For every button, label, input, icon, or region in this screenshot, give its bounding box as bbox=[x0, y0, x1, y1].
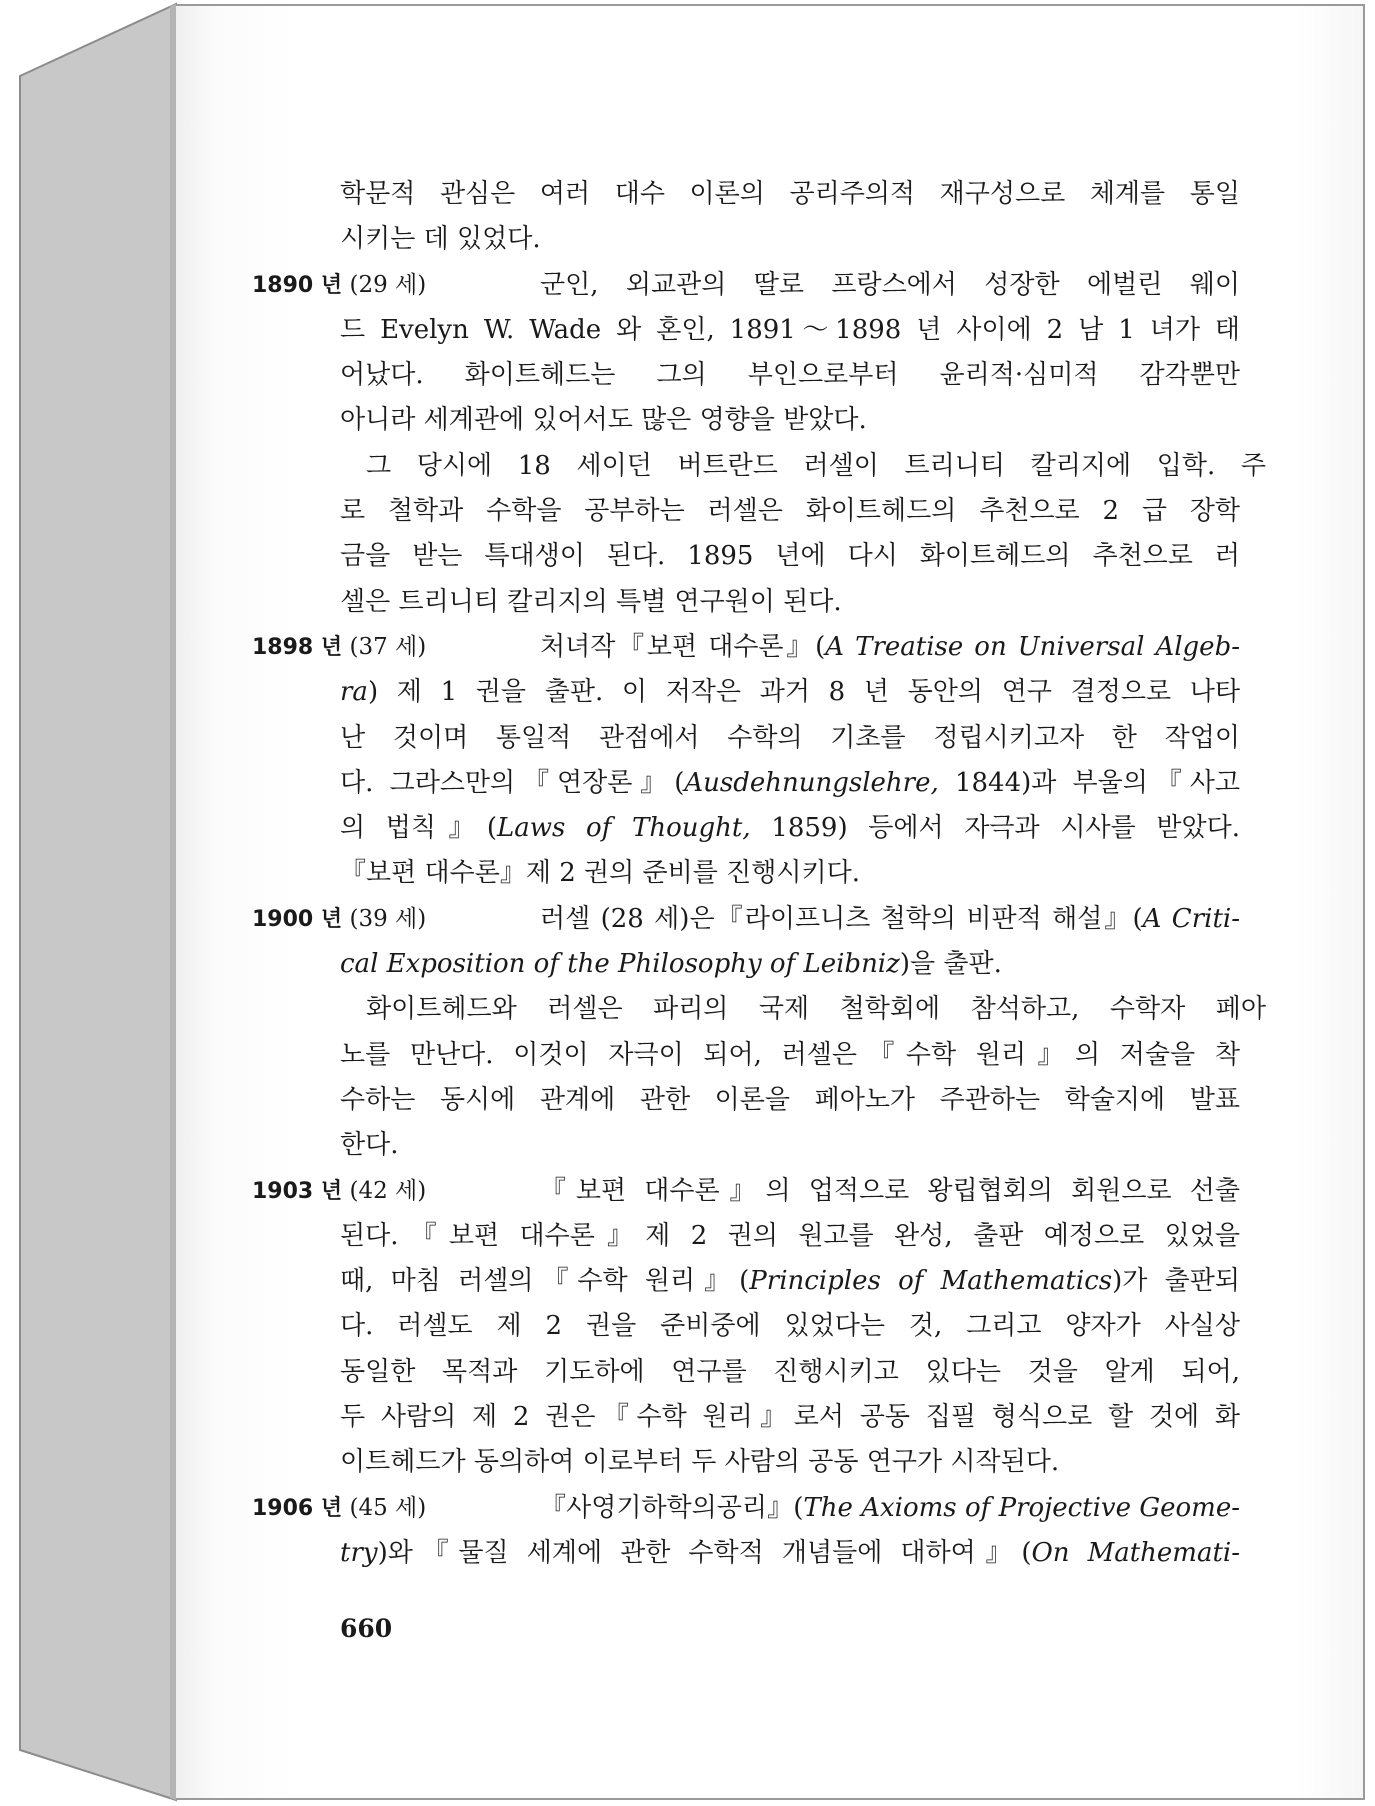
italic-title-fragment: The Axioms of Projective Geome- bbox=[803, 1492, 1240, 1523]
text-fragment: )와『물질 세계에 관한 수학적 개념들에 대하여』( bbox=[377, 1537, 1032, 1568]
text-line bbox=[340, 716, 1240, 761]
italic-title-fragment: A Treatise on Universal Algeb- bbox=[825, 631, 1240, 662]
line-content bbox=[340, 1486, 1240, 1531]
entry-age-label: (37 세) bbox=[342, 633, 427, 660]
entry-year bbox=[252, 625, 426, 670]
page-number: 660 bbox=[340, 1614, 393, 1643]
line-content: 아니라 세계관에 있어서도 많은 영향을 받았다. bbox=[340, 405, 867, 436]
line-content: 『보편 대수론』제 2 권의 준비를 진행시키다. bbox=[340, 858, 860, 889]
italic-title-fragment: cal Exposition of the Philosophy of Leibniz bbox=[340, 949, 900, 980]
text-line bbox=[340, 534, 1240, 579]
text-fragment: 때, 마침 러셀의『수학 원리』( bbox=[340, 1266, 750, 1297]
line-content: 한다. bbox=[340, 1130, 399, 1161]
text-line bbox=[340, 1259, 1240, 1304]
line-content: 시키는 데 있었다. bbox=[340, 224, 541, 255]
text-line bbox=[340, 580, 1240, 625]
line-content bbox=[340, 761, 1240, 806]
text-fragment: 1859) 등에서 자극과 시사를 받았다. bbox=[750, 813, 1240, 844]
text-fragment: 러셀 (28 세)은『라이프니츠 철학의 비판적 해설』( bbox=[540, 903, 1143, 934]
chronology-entry-line bbox=[252, 897, 1240, 942]
line-content: 로 철학과 수학을 공부하는 러셀은 화이트헤드의 추천으로 2 급 장학 bbox=[340, 496, 1240, 527]
text-line bbox=[340, 444, 1266, 489]
line-content: 그 당시에 18 세이던 버트란드 러셀이 트리니티 칼리지에 입학. 주 bbox=[366, 450, 1266, 481]
line-content: 다. 러셀도 제 2 권을 준비중에 있었다는 것, 그리고 양자가 사실상 bbox=[340, 1311, 1240, 1342]
text-line bbox=[340, 670, 1240, 715]
line-content: 된다.『보편 대수론』제 2 권의 원고를 완성, 출판 예정으로 있었을 bbox=[340, 1220, 1240, 1251]
text-fragment: 『사영기하학의공리』( bbox=[540, 1492, 804, 1523]
entry-age-label: (42 세) bbox=[342, 1177, 427, 1204]
line-content: 동일한 목적과 기도하에 연구를 진행시키고 있다는 것을 알게 되어, bbox=[340, 1356, 1240, 1387]
text-line bbox=[340, 353, 1240, 398]
entry-year-label: 1890 년 bbox=[252, 272, 343, 298]
line-content: 이트헤드가 동의하여 이로부터 두 사람의 공동 연구가 시작된다. bbox=[340, 1447, 1060, 1478]
italic-title-fragment: On Mathemati- bbox=[1031, 1537, 1240, 1568]
text-line bbox=[340, 1531, 1240, 1576]
line-content: 셀은 트리니티 칼리지의 특별 연구원이 된다. bbox=[340, 586, 842, 617]
entry-year-label: 1906 년 bbox=[252, 1495, 343, 1521]
line-content: 어났다. 화이트헤드는 그의 부인으로부터 윤리적·심미적 감각뿐만 bbox=[340, 360, 1240, 391]
chronology-entry-line bbox=[252, 1169, 1240, 1214]
italic-title-fragment: Ausdehnungslehre, bbox=[684, 767, 939, 798]
line-content: 금을 받는 특대생이 된다. 1895 년에 다시 화이트헤드의 추천으로 러 bbox=[340, 541, 1240, 572]
chronology-entry-line bbox=[252, 263, 1240, 308]
line-content: 드 Evelyn W. Wade 와 혼인, 1891～1898 년 사이에 2 남 1 녀가 태 bbox=[340, 314, 1240, 345]
text-line bbox=[340, 1350, 1240, 1395]
text-line bbox=[340, 489, 1240, 534]
line-content bbox=[340, 897, 1240, 942]
text-fragment: 의 법칙』( bbox=[340, 813, 498, 844]
text-fragment: 다. 그라스만의『연장론』( bbox=[340, 767, 685, 798]
text-line bbox=[340, 761, 1240, 806]
text-line bbox=[340, 217, 1240, 262]
entry-age-label: (29 세) bbox=[342, 271, 427, 298]
text-line bbox=[340, 942, 1240, 987]
page-body-text bbox=[252, 172, 1266, 1576]
italic-title-fragment: try bbox=[340, 1537, 378, 1568]
italic-title-fragment: ra bbox=[340, 677, 368, 708]
italic-title-fragment: Principles of Mathematics bbox=[749, 1266, 1113, 1297]
text-line bbox=[340, 851, 1240, 896]
entry-year-label: 1898 년 bbox=[252, 634, 343, 660]
line-content: 『보편 대수론』의 업적으로 왕립협회의 회원으로 선출 bbox=[540, 1175, 1240, 1206]
text-line bbox=[340, 987, 1266, 1032]
line-content: 난 것이며 통일적 관점에서 수학의 기초를 정립시키고자 한 작업이 bbox=[340, 722, 1240, 753]
line-content bbox=[340, 1531, 1240, 1576]
text-line bbox=[340, 308, 1240, 353]
text-line bbox=[340, 172, 1240, 217]
text-fragment: ) 제 1 권을 출판. 이 저작은 과거 8 년 동안의 연구 결정으로 나타 bbox=[367, 677, 1240, 708]
text-line bbox=[340, 1440, 1240, 1485]
entry-year bbox=[252, 1169, 426, 1214]
text-fragment: )을 출판. bbox=[899, 949, 1002, 980]
line-content bbox=[340, 806, 1240, 851]
entry-year-label: 1900 년 bbox=[252, 906, 343, 932]
text-fragment: 처녀작『보편 대수론』( bbox=[540, 631, 826, 662]
entry-year bbox=[252, 263, 426, 308]
line-content: 노를 만난다. 이것이 자극이 되어, 러셀은『수학 원리』의 저술을 착 bbox=[340, 1039, 1240, 1070]
entry-year-label: 1903 년 bbox=[252, 1178, 343, 1204]
italic-title-fragment: A Criti- bbox=[1142, 903, 1240, 934]
entry-age-label: (39 세) bbox=[342, 905, 427, 932]
text-line bbox=[340, 806, 1240, 851]
italic-title-fragment: Laws of Thought, bbox=[497, 813, 751, 844]
chronology-entry-line bbox=[252, 625, 1240, 670]
line-content bbox=[340, 949, 1002, 979]
entry-year bbox=[252, 897, 426, 942]
text-line bbox=[340, 1123, 1240, 1168]
chronology-entry-line bbox=[252, 1486, 1240, 1531]
text-fragment: 1844)과 부울의『사고 bbox=[938, 767, 1240, 798]
line-content bbox=[340, 670, 1240, 715]
line-content: 학문적 관심은 여러 대수 이론의 공리주의적 재구성으로 체계를 통일 bbox=[340, 179, 1240, 209]
entry-age-label: (45 세) bbox=[342, 1494, 427, 1521]
line-content bbox=[340, 1259, 1240, 1304]
line-content bbox=[340, 625, 1240, 670]
text-line bbox=[340, 1078, 1240, 1123]
text-line bbox=[340, 1395, 1240, 1440]
text-line bbox=[340, 1033, 1240, 1078]
line-content: 수하는 동시에 관계에 관한 이론을 페아노가 주관하는 학술지에 발표 bbox=[340, 1084, 1240, 1115]
entry-year bbox=[252, 1486, 426, 1531]
text-line bbox=[340, 1214, 1240, 1259]
line-content: 두 사람의 제 2 권은『수학 원리』로서 공동 집필 형식으로 할 것에 화 bbox=[340, 1402, 1240, 1433]
text-line bbox=[340, 398, 1240, 443]
text-line bbox=[340, 1304, 1240, 1349]
line-content: 화이트헤드와 러셀은 파리의 국제 철학회에 참석하고, 수학자 페아 bbox=[366, 994, 1266, 1025]
text-fragment: )가 출판되 bbox=[1112, 1266, 1240, 1297]
line-content: 군인, 외교관의 딸로 프랑스에서 성장한 에벌린 웨이 bbox=[540, 269, 1240, 300]
